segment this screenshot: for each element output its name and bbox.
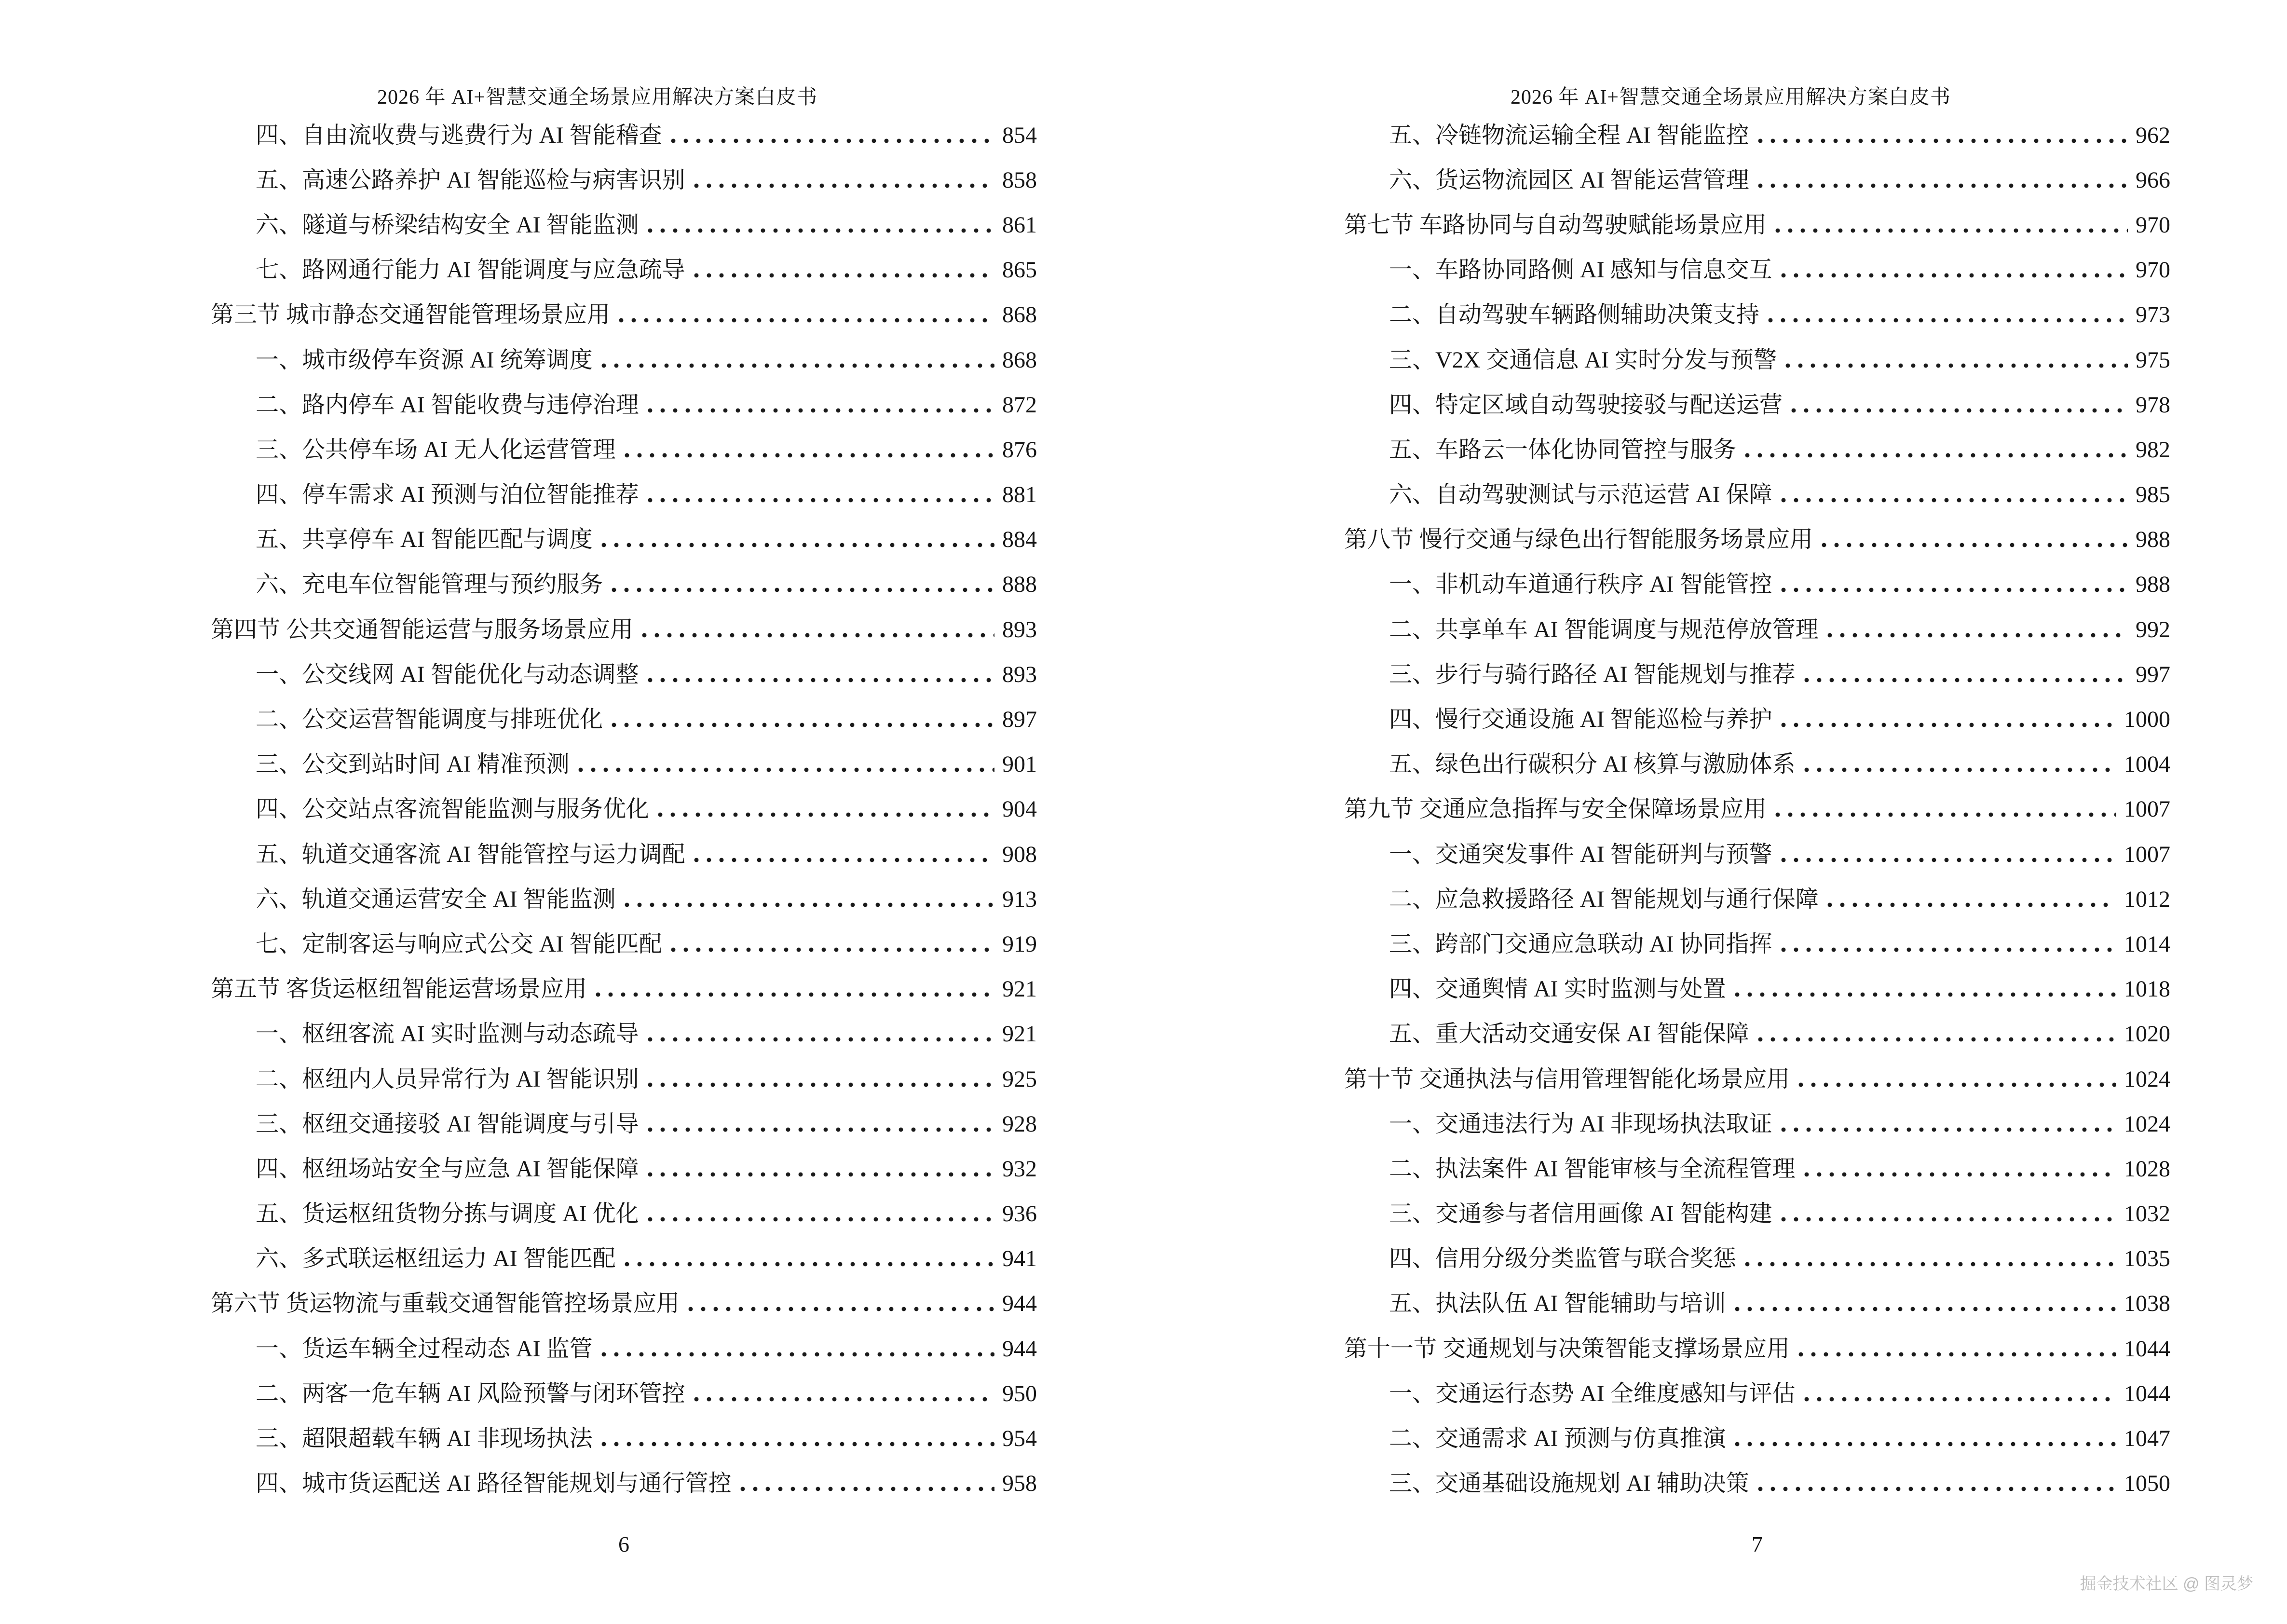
toc-entry[interactable] xyxy=(211,1326,1037,1371)
dot-leader xyxy=(1771,214,2128,237)
toc-entry-page: 1028 xyxy=(2124,1156,2170,1182)
toc-entry[interactable] xyxy=(1344,1146,2170,1191)
toc-entry-title: 三、枢纽交通接驳 AI 智能调度与引导 xyxy=(256,1111,639,1137)
toc-entry-title: 二、公交运营智能调度与排班优化 xyxy=(256,707,603,733)
toc-entry-page: 1032 xyxy=(2124,1201,2170,1227)
toc-entry-page: 928 xyxy=(1002,1111,1037,1137)
dot-leader xyxy=(621,438,994,462)
toc-entry[interactable] xyxy=(1344,1102,2170,1146)
dot-leader xyxy=(1800,1158,2116,1181)
toc-entry[interactable] xyxy=(1344,697,2170,742)
toc-entry-title: 三、交通参与者信用画像 AI 智能构建 xyxy=(1389,1201,1772,1227)
toc-entry-page: 861 xyxy=(1002,212,1037,238)
toc-entry-title: 二、两客一危车辆 AI 风险预警与闭环管控 xyxy=(256,1380,685,1406)
toc-entry-title: 二、自动驾驶车辆路侧辅助决策支持 xyxy=(1389,302,1760,328)
toc-entry-title: 七、路网通行能力 AI 智能调度与应急疏导 xyxy=(256,257,685,283)
toc-entry-page: 1020 xyxy=(2124,1021,2170,1047)
dot-leader xyxy=(598,1337,994,1361)
dot-leader xyxy=(644,1023,994,1046)
toc-entry-title: 一、城市级停车资源 AI 统筹调度 xyxy=(256,347,593,373)
toc-entry-title: 六、自动驾驶测试与示范运营 AI 保障 xyxy=(1389,482,1772,508)
toc-entry-title: 五、绿色出行碳积分 AI 核算与激励体系 xyxy=(1389,751,1796,778)
toc-entry[interactable] xyxy=(211,697,1037,742)
toc-entry-title: 五、车路云一体化协同管控与服务 xyxy=(1389,437,1737,463)
toc-entry-page: 1014 xyxy=(2124,931,2170,957)
toc-entry-title: 四、交通舆情 AI 实时监测与处置 xyxy=(1389,976,1726,1002)
toc-entry-page: 872 xyxy=(1002,392,1037,418)
toc-entry-title: 四、停车需求 AI 预测与泊位智能推荐 xyxy=(256,482,639,508)
dot-leader xyxy=(1795,1068,2116,1091)
toc-entry[interactable] xyxy=(211,113,1037,158)
dot-leader xyxy=(1777,259,2128,282)
dot-leader xyxy=(592,978,994,1001)
dot-leader xyxy=(598,349,994,372)
dot-leader xyxy=(1764,303,2128,327)
toc-entry-title: 二、应急救援路径 AI 智能规划与通行保障 xyxy=(1389,886,1819,912)
dot-leader xyxy=(1754,1023,2116,1046)
toc-entry-page: 973 xyxy=(2136,302,2170,328)
dot-leader xyxy=(1741,438,2128,462)
toc-entry-page: 893 xyxy=(1002,616,1037,642)
toc-entry-title: 五、轨道交通客流 AI 智能管控与运力调配 xyxy=(256,841,685,867)
toc-entry[interactable] xyxy=(1344,832,2170,877)
dot-leader xyxy=(598,528,994,551)
toc-entry-title: 一、交通突发事件 AI 智能研判与预警 xyxy=(1389,841,1772,867)
dot-leader xyxy=(644,1068,994,1091)
dot-leader xyxy=(644,483,994,506)
dot-leader xyxy=(644,1113,994,1136)
toc-entry[interactable] xyxy=(211,338,1037,382)
toc-entry[interactable] xyxy=(1344,1416,2170,1461)
page-header: 2026 年 AI+智慧交通全场景应用解决方案白皮书 xyxy=(1510,86,1951,109)
toc-entry-page: 884 xyxy=(1002,527,1037,553)
toc-page-left xyxy=(211,0,1037,1624)
toc-entry[interactable] xyxy=(211,1146,1037,1191)
toc-entry[interactable] xyxy=(1344,1326,2170,1371)
toc-entry-title: 三、步行与骑行路径 AI 智能规划与推荐 xyxy=(1389,661,1796,687)
dot-leader xyxy=(1800,1382,2116,1406)
dot-leader xyxy=(644,1202,994,1226)
toc-entry[interactable] xyxy=(1344,607,2170,652)
toc-entry-page: 1047 xyxy=(2124,1426,2170,1452)
dot-leader xyxy=(644,394,994,417)
toc-entry-page: 921 xyxy=(1002,976,1037,1002)
toc-entry-page: 962 xyxy=(2136,122,2170,148)
dot-leader xyxy=(1771,798,2116,821)
dot-leader xyxy=(684,1292,994,1315)
toc-entry-title: 三、公交到站时间 AI 精准预测 xyxy=(256,751,570,778)
toc-entry[interactable] xyxy=(211,1012,1037,1057)
dot-leader xyxy=(1777,1202,2116,1226)
toc-entry-page: 865 xyxy=(1002,257,1037,283)
dot-leader xyxy=(1777,483,2128,506)
toc-entry-title: 第八节 慢行交通与绿色出行智能服务场景应用 xyxy=(1344,527,1813,553)
dot-leader xyxy=(1818,528,2128,551)
toc-entry-page: 1004 xyxy=(2124,751,2170,778)
dot-leader xyxy=(690,843,994,866)
toc-entry-title: 第四节 公共交通智能运营与服务场景应用 xyxy=(211,616,634,642)
toc-entry-title: 三、跨部门交通应急联动 AI 协同指挥 xyxy=(1389,931,1772,957)
toc-entry-title: 四、信用分级分类监管与联合奖惩 xyxy=(1389,1246,1737,1272)
toc-entry-title: 二、路内停车 AI 智能收费与违停治理 xyxy=(256,392,639,418)
dot-leader xyxy=(1777,843,2116,866)
toc-entry-page: 944 xyxy=(1002,1336,1037,1362)
dot-leader xyxy=(690,259,994,282)
toc-entry-page: 858 xyxy=(1002,167,1037,193)
toc-entry[interactable] xyxy=(211,562,1037,607)
toc-entry-page: 966 xyxy=(2136,167,2170,193)
dot-leader xyxy=(621,1247,994,1270)
toc-entry-title: 四、自由流收费与逃费行为 AI 智能稽查 xyxy=(256,122,662,148)
toc-entry-title: 六、轨道交通运营安全 AI 智能监测 xyxy=(256,886,616,912)
page-header: 2026 年 AI+智慧交通全场景应用解决方案白皮书 xyxy=(377,86,817,109)
toc-entry[interactable] xyxy=(211,832,1037,877)
toc-entry[interactable] xyxy=(211,967,1037,1012)
toc-entry[interactable] xyxy=(1344,1192,2170,1237)
toc-entry-page: 988 xyxy=(2136,527,2170,553)
toc-entry[interactable] xyxy=(1344,877,2170,922)
toc-entry-title: 五、执法队伍 AI 智能辅助与培训 xyxy=(1389,1291,1726,1317)
toc-entry-page: 913 xyxy=(1002,886,1037,912)
toc-list-right xyxy=(1344,113,2170,1506)
dot-leader xyxy=(1754,169,2128,192)
dot-leader xyxy=(736,1472,994,1495)
toc-entry-page: 1038 xyxy=(2124,1291,2170,1317)
toc-entry-page: 919 xyxy=(1002,931,1037,957)
toc-entry-page: 921 xyxy=(1002,1021,1037,1047)
toc-entry[interactable] xyxy=(211,518,1037,562)
toc-entry-page: 1044 xyxy=(2124,1336,2170,1362)
dot-leader xyxy=(574,753,994,776)
toc-entry-page: 997 xyxy=(2136,661,2170,687)
toc-entry-page: 970 xyxy=(2136,212,2170,238)
dot-leader xyxy=(1777,1113,2116,1136)
toc-entry[interactable] xyxy=(1344,382,2170,427)
toc-entry-title: 六、隧道与桥梁结构安全 AI 智能监测 xyxy=(256,212,639,238)
toc-entry[interactable] xyxy=(1344,427,2170,472)
dot-leader xyxy=(1777,708,2116,731)
toc-entry[interactable] xyxy=(211,248,1037,293)
toc-entry-page: 893 xyxy=(1002,661,1037,687)
toc-entry[interactable] xyxy=(211,1102,1037,1146)
toc-entry-title: 四、枢纽场站安全与应急 AI 智能保障 xyxy=(256,1156,639,1182)
toc-entry-title: 第七节 车路协同与自动驾驶赋能场景应用 xyxy=(1344,212,1767,238)
toc-entry-title: 第五节 客货运枢纽智能运营场景应用 xyxy=(211,976,587,1002)
toc-entry[interactable] xyxy=(211,1057,1037,1102)
toc-entry-page: 988 xyxy=(2136,572,2170,598)
dot-leader xyxy=(1754,124,2128,147)
toc-entry-title: 一、公交线网 AI 智能优化与动态调整 xyxy=(256,661,639,687)
toc-entry[interactable] xyxy=(211,787,1037,832)
toc-entry[interactable] xyxy=(211,382,1037,427)
toc-entry[interactable] xyxy=(211,922,1037,967)
toc-entry-title: 第九节 交通应急指挥与安全保障场景应用 xyxy=(1344,796,1767,822)
toc-entry-page: 985 xyxy=(2136,482,2170,508)
toc-entry-page: 954 xyxy=(1002,1426,1037,1452)
dot-leader xyxy=(608,708,994,731)
toc-entry[interactable] xyxy=(1344,1237,2170,1282)
toc-entry[interactable] xyxy=(211,1192,1037,1237)
toc-entry[interactable] xyxy=(1344,518,2170,562)
toc-entry[interactable] xyxy=(1344,158,2170,203)
toc-entry-page: 992 xyxy=(2136,616,2170,642)
dot-leader xyxy=(1795,1337,2116,1361)
dot-leader xyxy=(1731,1292,2116,1315)
toc-entry-page: 1024 xyxy=(2124,1066,2170,1092)
dot-leader xyxy=(598,1427,994,1450)
toc-entry-page: 868 xyxy=(1002,302,1037,328)
toc-entry-title: 一、车路协同路侧 AI 感知与信息交互 xyxy=(1389,257,1772,283)
toc-entry[interactable] xyxy=(211,1371,1037,1416)
toc-entry-page: 978 xyxy=(2136,392,2170,418)
toc-entry-title: 五、冷链物流运输全程 AI 智能监控 xyxy=(1389,122,1749,148)
toc-entry-title: 七、定制客运与响应式公交 AI 智能匹配 xyxy=(256,931,662,957)
toc-entry[interactable] xyxy=(211,742,1037,787)
toc-entry-page: 925 xyxy=(1002,1066,1037,1092)
toc-entry[interactable] xyxy=(211,203,1037,247)
toc-entry[interactable] xyxy=(1344,652,2170,697)
toc-entry[interactable] xyxy=(1344,248,2170,293)
dot-leader xyxy=(615,303,994,327)
toc-entry-page: 881 xyxy=(1002,482,1037,508)
toc-entry[interactable] xyxy=(211,1282,1037,1326)
toc-entry-page: 876 xyxy=(1002,437,1037,463)
toc-entry-page: 897 xyxy=(1002,707,1037,733)
toc-entry-title: 三、交通基础设施规划 AI 辅助决策 xyxy=(1389,1471,1749,1497)
toc-entry-title: 第六节 货运物流与重载交通智能管控场景应用 xyxy=(211,1291,680,1317)
dot-leader xyxy=(1787,394,2128,417)
toc-entry[interactable] xyxy=(1344,1282,2170,1326)
watermark: 掘金技术社区 @ 图灵梦 xyxy=(2080,1575,2253,1593)
dot-leader xyxy=(1800,753,2116,776)
toc-entry[interactable] xyxy=(211,473,1037,518)
dot-leader xyxy=(1777,933,2116,956)
toc-entry[interactable] xyxy=(211,1237,1037,1282)
toc-entry-title: 第十节 交通执法与信用管理智能化场景应用 xyxy=(1344,1066,1790,1092)
toc-entry-page: 941 xyxy=(1002,1246,1037,1272)
dot-leader xyxy=(1800,663,2128,686)
toc-entry-title: 四、慢行交通设施 AI 智能巡检与养护 xyxy=(1389,707,1772,733)
toc-entry-title: 五、共享停车 AI 智能匹配与调度 xyxy=(256,527,593,553)
toc-entry-title: 一、交通违法行为 AI 非现场执法取证 xyxy=(1389,1111,1772,1137)
toc-entry-title: 二、交通需求 AI 预测与仿真推演 xyxy=(1389,1426,1726,1452)
toc-entry-page: 944 xyxy=(1002,1291,1037,1317)
dot-leader xyxy=(608,573,994,596)
toc-entry[interactable] xyxy=(1344,1057,2170,1102)
toc-entry-page: 932 xyxy=(1002,1156,1037,1182)
toc-entry-page: 1000 xyxy=(2124,707,2170,733)
toc-entry-page: 901 xyxy=(1002,751,1037,778)
toc-entry-title: 三、V2X 交通信息 AI 实时分发与预警 xyxy=(1389,347,1777,373)
toc-entry-page: 1012 xyxy=(2124,886,2170,912)
toc-entry[interactable] xyxy=(211,877,1037,922)
toc-entry-page: 1050 xyxy=(2124,1471,2170,1497)
toc-entry-page: 970 xyxy=(2136,257,2170,283)
toc-entry[interactable] xyxy=(1344,1371,2170,1416)
toc-entry[interactable] xyxy=(1344,293,2170,338)
toc-entry[interactable] xyxy=(1344,967,2170,1012)
toc-entry[interactable] xyxy=(1344,922,2170,967)
dot-leader xyxy=(1731,1427,2116,1450)
toc-entry[interactable] xyxy=(1344,562,2170,607)
dot-leader xyxy=(1824,618,2128,641)
toc-entry-title: 一、货运车辆全过程动态 AI 监管 xyxy=(256,1336,593,1362)
toc-entry-page: 1044 xyxy=(2124,1380,2170,1406)
toc-entry-page: 975 xyxy=(2136,347,2170,373)
toc-entry-title: 第三节 城市静态交通智能管理场景应用 xyxy=(211,302,611,328)
toc-entry-page: 1024 xyxy=(2124,1111,2170,1137)
toc-entry[interactable] xyxy=(1344,1012,2170,1057)
toc-entry-title: 一、枢纽客流 AI 实时监测与动态疏导 xyxy=(256,1021,639,1047)
toc-entry-page: 908 xyxy=(1002,841,1037,867)
toc-entry-title: 六、货运物流园区 AI 智能运营管理 xyxy=(1389,167,1749,193)
toc-page-right xyxy=(1344,0,2170,1624)
toc-entry[interactable] xyxy=(1344,473,2170,518)
dot-leader xyxy=(667,124,994,147)
toc-entry-title: 二、枢纽内人员异常行为 AI 智能识别 xyxy=(256,1066,639,1092)
dot-leader xyxy=(1782,349,2128,372)
toc-entry[interactable] xyxy=(1344,787,2170,832)
toc-entry-page: 1007 xyxy=(2124,841,2170,867)
toc-entry-page: 958 xyxy=(1002,1471,1037,1497)
toc-entry[interactable] xyxy=(211,1461,1037,1506)
toc-entry[interactable] xyxy=(211,427,1037,472)
toc-entry-page: 1007 xyxy=(2124,796,2170,822)
toc-entry[interactable] xyxy=(211,293,1037,338)
toc-entry-page: 868 xyxy=(1002,347,1037,373)
dot-leader xyxy=(621,888,994,911)
dot-leader xyxy=(644,1158,994,1181)
toc-entry-title: 五、货运枢纽货物分拣与调度 AI 优化 xyxy=(256,1201,639,1227)
toc-entry[interactable] xyxy=(1344,338,2170,382)
dot-leader xyxy=(644,663,994,686)
dot-leader xyxy=(1731,978,2116,1001)
toc-entry[interactable] xyxy=(1344,113,2170,158)
toc-entry-title: 二、共享单车 AI 智能调度与规范停放管理 xyxy=(1389,616,1819,642)
toc-entry-title: 三、超限超载车辆 AI 非现场执法 xyxy=(256,1426,593,1452)
dot-leader xyxy=(690,169,994,192)
toc-entry-title: 四、公交站点客流智能监测与服务优化 xyxy=(256,796,650,822)
dot-leader xyxy=(654,798,994,821)
dot-leader xyxy=(1741,1247,2116,1270)
dot-leader xyxy=(1824,888,2116,911)
dot-leader xyxy=(667,933,994,956)
toc-entry-title: 一、非机动车道通行秩序 AI 智能管控 xyxy=(1389,572,1772,598)
toc-entry-title: 五、高速公路养护 AI 智能巡检与病害识别 xyxy=(256,167,685,193)
toc-entry[interactable] xyxy=(211,652,1037,697)
page-number: 7 xyxy=(1752,1532,1763,1556)
toc-entry-title: 四、城市货运配送 AI 路径智能规划与通行管控 xyxy=(256,1471,732,1497)
dot-leader xyxy=(1754,1472,2116,1495)
toc-entry-page: 950 xyxy=(1002,1380,1037,1406)
toc-entry-title: 四、特定区域自动驾驶接驳与配送运营 xyxy=(1389,392,1783,418)
toc-entry-title: 六、充电车位智能管理与预约服务 xyxy=(256,572,603,598)
toc-entry[interactable] xyxy=(1344,742,2170,787)
toc-list-left xyxy=(211,113,1037,1506)
toc-entry-title: 五、重大活动交通安保 AI 智能保障 xyxy=(1389,1021,1749,1047)
toc-entry-page: 904 xyxy=(1002,796,1037,822)
toc-entry-title: 六、多式联运枢纽运力 AI 智能匹配 xyxy=(256,1246,616,1272)
toc-entry-title: 第十一节 交通规划与决策智能支撑场景应用 xyxy=(1344,1336,1790,1362)
toc-entry-title: 二、执法案件 AI 智能审核与全流程管理 xyxy=(1389,1156,1796,1182)
dot-leader xyxy=(638,618,994,641)
toc-entry-title: 一、交通运行态势 AI 全维度感知与评估 xyxy=(1389,1380,1796,1406)
toc-entry-page: 1035 xyxy=(2124,1246,2170,1272)
toc-entry-page: 982 xyxy=(2136,437,2170,463)
dot-leader xyxy=(1777,573,2128,596)
toc-entry-page: 936 xyxy=(1002,1201,1037,1227)
toc-entry[interactable] xyxy=(1344,1461,2170,1506)
dot-leader xyxy=(690,1382,994,1406)
page-number: 6 xyxy=(618,1532,629,1556)
toc-entry[interactable] xyxy=(211,607,1037,652)
toc-entry-page: 888 xyxy=(1002,572,1037,598)
toc-entry[interactable] xyxy=(1344,203,2170,247)
toc-entry-page: 1018 xyxy=(2124,976,2170,1002)
toc-entry-title: 三、公共停车场 AI 无人化运营管理 xyxy=(256,437,616,463)
toc-entry-page: 854 xyxy=(1002,122,1037,148)
toc-entry[interactable] xyxy=(211,1416,1037,1461)
toc-entry[interactable] xyxy=(211,158,1037,203)
dot-leader xyxy=(644,214,994,237)
